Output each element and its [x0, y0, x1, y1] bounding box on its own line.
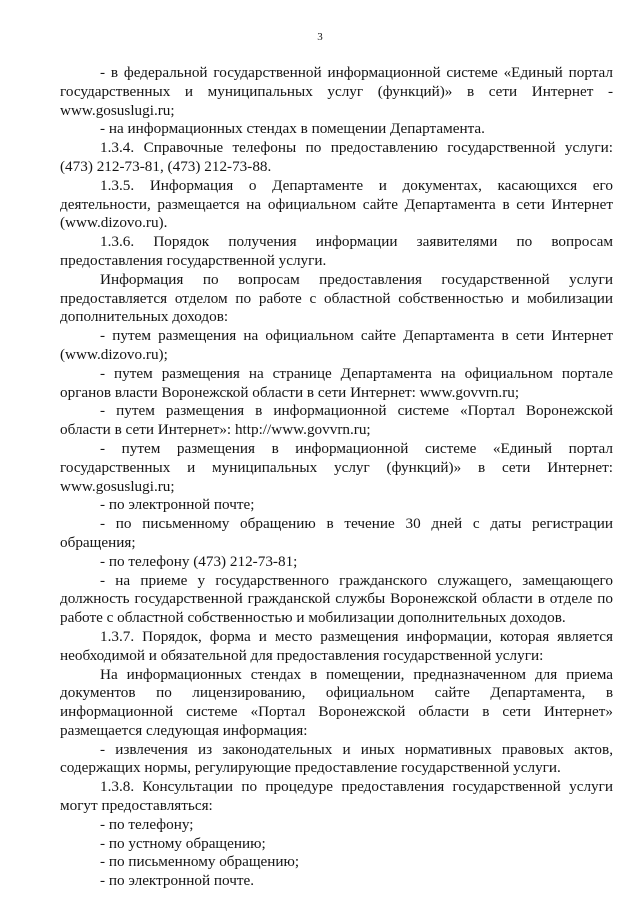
page-number: 3: [317, 31, 323, 43]
paragraph: - по письменному обращению;: [100, 853, 300, 871]
paragraph: - в федеральной государственной информационной системе «Единый портал государственных и муниципальных услуг (функций)» в сети Интернет - www.gosuslugi.ru;: [60, 64, 613, 119]
paragraph: Информация по вопросам предоставления государственной услуги предоставляется отделом по работе с областной собственностью и мобилизации дополнительных доходов:: [60, 270, 613, 326]
document-body: [60, 64, 613, 891]
paragraph: - по телефону (473) 212-73-81;: [100, 552, 298, 570]
paragraph: На информационных стендах в помещении, предназначенном для приема документов по лицензированию, официальном сайте Департамента, в информационной системе «Портал Воронежской области в сети Интернет» размещается следующая информация:: [60, 665, 613, 739]
paragraph: - по электронной почте.: [100, 872, 255, 890]
paragraph: - путем размещения на странице Департамента на официальном портале органов власти Воронежской области в сети Интернет: www.govvrn.ru;: [60, 364, 613, 401]
paragraph: - путем размещения в информационной системе «Портал Воронежской области в сети Интернет»: http://www.govvrn.ru;: [60, 402, 613, 439]
paragraph: - по электронной почте;: [100, 496, 255, 514]
paragraph: 1.3.8. Консультации по процедуре предоставления государственной услуги могут предоставляться:: [60, 778, 613, 815]
paragraph: - путем размещения в информационной системе «Единый портал государственных и муниципальных услуг (функций)» в сети Интернет: www.gosuslugi.ru;: [60, 439, 613, 495]
paragraph: - по устному обращению;: [100, 834, 266, 852]
paragraph: 1.3.4. Справочные телефоны по предоставлению государственной услуги: (473) 212-73-81, (473) 212-73-88.: [60, 139, 613, 175]
paragraph: - по письменному обращению в течение 30 дней с даты регистрации обращения;: [60, 515, 613, 551]
paragraph: - путем размещения на официальном сайте Департамента в сети Интернет (www.dizovo.ru);: [60, 327, 613, 363]
paragraph: - извлечения из законодательных и иных нормативных правовых актов, содержащих нормы, регулирующие предоставление государственной услуги.: [60, 740, 613, 777]
paragraph: - по телефону;: [100, 815, 194, 833]
paragraph: 1.3.7. Порядок, форма и место размещения информации, которая является необходимой и обязательной для предоставления государственной услуги:: [60, 627, 613, 664]
paragraph: - на информационных стендах в помещении Департамента.: [100, 120, 485, 138]
paragraph: - на приеме у государственного гражданского служащего, замещающего должность государственной гражданской службы Воронежской области в отделе по работе с областной собственностью и мобилизации дополнительных доходов.: [60, 571, 613, 627]
paragraph: 1.3.5. Информация о Департаменте и документах, касающихся его деятельности, размещается на официальном сайте Департамента в сети Интернет (www.dizovo.ru).: [60, 176, 613, 232]
paragraph: 1.3.6. Порядок получения информации заявителями по вопросам предоставления государственной услуги.: [60, 233, 613, 269]
